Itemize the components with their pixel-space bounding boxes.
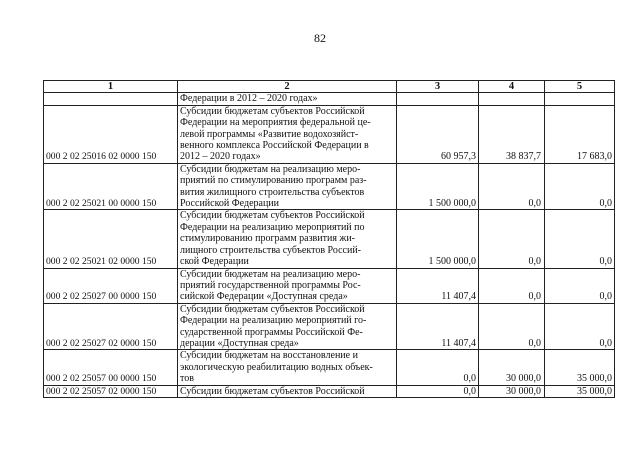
header-col-3: 3 (397, 81, 479, 93)
amount-col-5: 0,0 (545, 303, 615, 350)
amount-col-4: 38 837,7 (479, 105, 545, 163)
amount-col-3 (397, 93, 479, 105)
amount-col-4 (479, 93, 545, 105)
table-row (44, 93, 615, 105)
amount-col-5: 17 683,0 (545, 105, 615, 163)
amount-col-4: 30 000,0 (479, 385, 545, 397)
amount-col-4: 0,0 (479, 163, 545, 210)
budget-code: 000 2 02 25016 02 0000 150 (44, 105, 178, 163)
table-row (44, 105, 615, 163)
budget-code (44, 93, 178, 105)
amount-col-3: 1 500 000,0 (397, 210, 479, 268)
item-description: Субсидии бюджетам на реализацию меро- приятий государственной программы Рос- сийской Федерации «Доступная среда» (178, 268, 397, 303)
amount-col-3: 11 407,4 (397, 303, 479, 350)
amount-col-5: 35 000,0 (545, 385, 615, 397)
table-row (44, 210, 615, 268)
header-row (44, 81, 615, 93)
item-description: Субсидии бюджетам на восстановление и экологическую реабилитацию водных объек- тов (178, 350, 397, 385)
budget-table (43, 80, 615, 398)
budget-code: 000 2 02 25057 00 0000 150 (44, 350, 178, 385)
budget-code: 000 2 02 25021 02 0000 150 (44, 210, 178, 268)
header-col-5: 5 (545, 81, 615, 93)
table-row (44, 303, 615, 350)
amount-col-4: 30 000,0 (479, 350, 545, 385)
amount-col-5 (545, 93, 615, 105)
amount-col-3: 0,0 (397, 385, 479, 397)
budget-code: 000 2 02 25027 02 0000 150 (44, 303, 178, 350)
amount-col-4: 0,0 (479, 210, 545, 268)
amount-col-5: 0,0 (545, 210, 615, 268)
item-description: Субсидии бюджетам субъектов Российской (178, 385, 397, 397)
header-col-2: 2 (178, 81, 397, 93)
amount-col-4: 0,0 (479, 268, 545, 303)
amount-col-5: 0,0 (545, 268, 615, 303)
header-col-1: 1 (44, 81, 178, 93)
amount-col-3: 0,0 (397, 350, 479, 385)
table-row (44, 268, 615, 303)
table-row (44, 350, 615, 385)
header-col-4: 4 (479, 81, 545, 93)
page-number: 82 (314, 31, 326, 45)
item-description: Субсидии бюджетам субъектов Российской Федерации на реализацию мероприятий го- сударственной программы Российской Фе- дерации «Доступная среда» (178, 303, 397, 350)
item-description: Субсидии бюджетам субъектов Российской Федерации на мероприятия федеральной це- левой программы «Развитие водохозяйст- венного комплекса Российской Федерации в 2012 – 2020 годах» (178, 105, 397, 163)
table-row (44, 385, 615, 397)
amount-col-5: 35 000,0 (545, 350, 615, 385)
amount-col-3: 11 407,4 (397, 268, 479, 303)
amount-col-3: 60 957,3 (397, 105, 479, 163)
item-description: Субсидии бюджетам на реализацию меро- приятий по стимулированию программ раз- вития жилищного строительства субъектов Российской Федерации (178, 163, 397, 210)
amount-col-5: 0,0 (545, 163, 615, 210)
item-description: Субсидии бюджетам субъектов Российской Федерации на реализацию мероприятий по стимулированию программ развития жи- лищного строительства субъектов Россий- ской Федерации (178, 210, 397, 268)
budget-code: 000 2 02 25027 00 0000 150 (44, 268, 178, 303)
budget-code: 000 2 02 25057 02 0000 150 (44, 385, 178, 397)
amount-col-3: 1 500 000,0 (397, 163, 479, 210)
item-description: Федерации в 2012 – 2020 годах» (178, 93, 397, 105)
amount-col-4: 0,0 (479, 303, 545, 350)
table-row (44, 163, 615, 210)
budget-code: 000 2 02 25021 00 0000 150 (44, 163, 178, 210)
